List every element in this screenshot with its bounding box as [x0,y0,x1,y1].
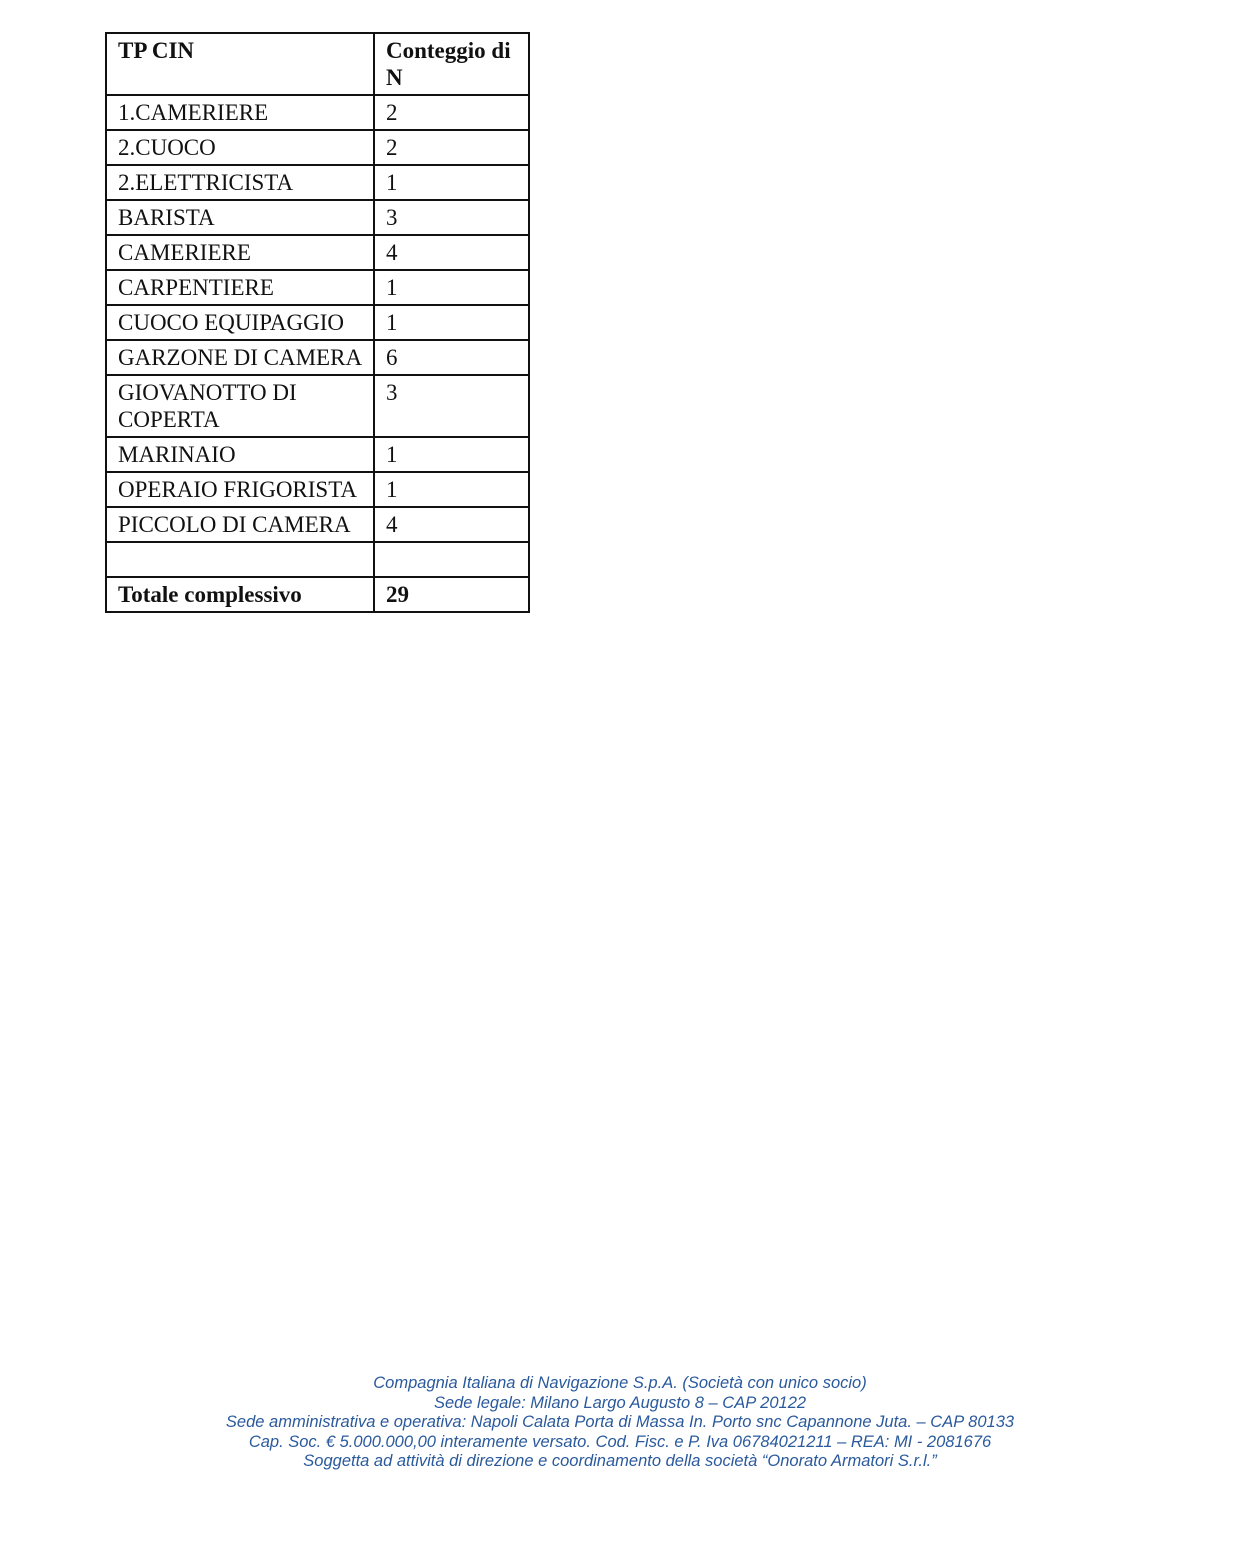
row-label [106,542,374,577]
row-label: MARINAIO [106,437,374,472]
table-row [106,165,529,200]
row-count [374,542,529,577]
table-row [106,437,529,472]
row-label: BARISTA [106,200,374,235]
row-count: 3 [374,200,529,235]
row-count: 2 [374,130,529,165]
column-header-tp-cin: TP CIN [106,33,374,95]
column-header-count: Conteggio di N [374,33,529,95]
table-row [106,130,529,165]
row-label: CUOCO EQUIPAGGIO [106,305,374,340]
total-row [106,577,529,612]
row-count: 4 [374,507,529,542]
row-count: 1 [374,305,529,340]
row-count: 1 [374,165,529,200]
table-row [106,375,529,437]
row-count: 2 [374,95,529,130]
table-row [106,95,529,130]
table-row [106,472,529,507]
footer-line-direction: Soggetta ad attività di direzione e coordinamento della società “Onorato Armatori S.r.l.” [303,1452,937,1470]
footer-line-capital-tax: Cap. Soc. € 5.000.000,00 interamente versato. Cod. Fisc. e P. Iva 06784021211 – REA: MI - 2081676 [248,1432,992,1451]
table-header-row [106,33,529,95]
footer-line-operational-office: Sede amministrativa e operativa: Napoli Calata Porta di Massa In. Porto snc Capannone Juta. – CAP 80133 [225,1413,1015,1431]
table-row [106,235,529,270]
row-label: 2.ELETTRICISTA [106,165,374,200]
row-label: CARPENTIERE [106,270,374,305]
row-label: GIOVANOTTO DI COPERTA [106,375,374,437]
row-label: 1.CAMERIERE [106,95,374,130]
empty-row [106,542,529,577]
company-footer [0,1374,1240,1472]
row-count: 3 [374,375,529,437]
table-row [106,200,529,235]
row-count: 1 [374,472,529,507]
row-count: 1 [374,437,529,472]
row-count: 6 [374,340,529,375]
footer-line-registered-office: Sede legale: Milano Largo Augusto 8 – CAP 20122 [433,1393,807,1412]
table-row [106,270,529,305]
table-row [106,507,529,542]
row-label: PICCOLO DI CAMERA [106,507,374,542]
row-label: GARZONE DI CAMERA [106,340,374,375]
table-row [106,305,529,340]
pivot-table [105,32,530,613]
row-label: OPERAIO FRIGORISTA [106,472,374,507]
row-count: 1 [374,270,529,305]
total-count: 29 [374,577,529,612]
total-label: Totale complessivo [106,577,374,612]
row-label: 2.CUOCO [106,130,374,165]
table-row [106,340,529,375]
row-label: CAMERIERE [106,235,374,270]
footer-line-company: Compagnia Italiana di Navigazione S.p.A. (Società con unico socio) [373,1374,867,1392]
row-count: 4 [374,235,529,270]
